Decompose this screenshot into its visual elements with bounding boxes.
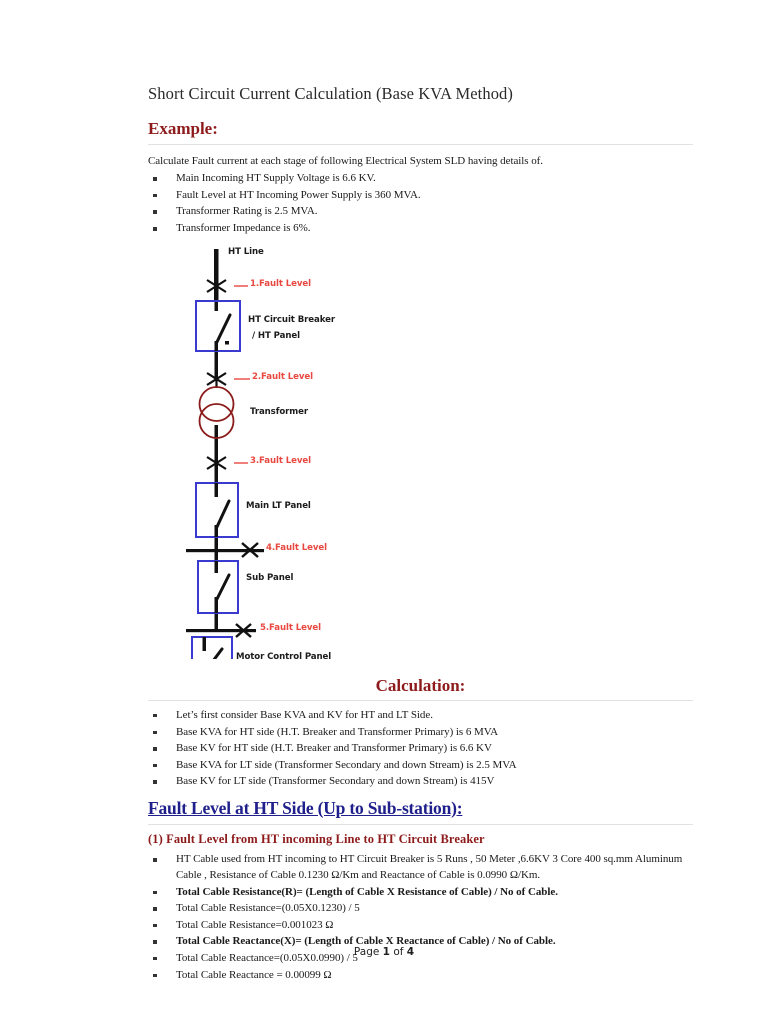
diagram-label-ht-circuit-breaker: HT Circuit Breaker [248,314,335,325]
example-intro-text: Calculate Fault current at each stage of following Electrical System SLD having details of. [148,155,543,168]
list-item: Main Incoming HT Supply Voltage is 6.6 KV. [148,171,693,187]
list-item: Total Cable Reactance(X)= (Length of Cable X Reactance of Cable) / No of Cable. [148,934,693,950]
list-item: Total Cable Resistance=0.001023 Ω [148,918,693,934]
footer-current-page: 1 [382,946,390,958]
diagram-label-ht-line: HT Line [228,246,264,257]
fault-level-label-5: 5.Fault Level [260,622,321,633]
list-item: Base KV for LT side (Transformer Secondary and down Stream) is 415V [148,774,693,790]
page-title: Short Circuit Current Calculation (Base KVA Method) [148,84,513,103]
example-heading: Example: [148,118,218,138]
fault-level-label-4: 4.Fault Level [266,542,327,553]
list-item: Total Cable Resistance(R)= (Length of Cable X Resistance of Cable) / No of Cable. [148,885,693,901]
ht-side-bullet-list [148,852,693,983]
diagram-label-ht-panel: / HT Panel [252,330,300,341]
motor-control-switch-symbol [204,649,222,659]
page-content [148,84,693,984]
list-item: Total Cable Resistance=(0.05X0.1230) / 5 [148,901,693,917]
conductor-segment [215,301,219,311]
panel-riser [215,525,219,537]
fault-level-label-3: 3.Fault Level [250,455,311,466]
list-item: Transformer Rating is 2.5 MVA. [148,204,693,220]
footer-prefix: Page [353,946,383,958]
panel-riser [203,637,207,651]
divider-under-example [148,144,693,145]
diagram-label-main-lt-panel: Main LT Panel [246,500,311,511]
list-item: Base KV for HT side (H.T. Breaker and Transformer Primary) is 6.6 KV [148,741,693,757]
conductor-segment [215,613,219,631]
main-lt-panel-switch-symbol [216,501,229,529]
divider-under-calculation [148,700,693,701]
diagram-label-motor-control-panel: Motor Control Panel [236,651,332,662]
conductor-segment [215,551,219,561]
list-item: Total Cable Reactance=(0.05X0.0990) / 5 [148,951,693,967]
list-item: Total Cable Reactance = 0.00099 Ω [148,968,693,984]
fault-marker-2-icon [207,370,226,388]
electrical-single-line-diagram [178,246,508,662]
list-item: Transformer Impedance is 6%. [148,221,693,237]
motor-control-panel-box [192,637,232,659]
ht-subsection-heading: (1) Fault Level from HT incoming Line to HT Circuit Breaker [148,831,485,846]
page-footer [0,946,768,958]
panel-riser [215,483,219,497]
fault-marker-3-icon [207,454,226,472]
fault-marker-1-icon [207,277,226,295]
list-item: HT Cable used from HT incoming to HT Circuit Breaker is 5 Runs , 50 Meter ,6.6KV 3 Core 400 sq.mm Aluminum Cable , Resistance of Cable 0.1230 Ω/Km and Reactance of Cable is 0.0990 Ω/Km. [148,852,693,883]
footer-middle: of [389,946,407,958]
fault-level-label-2: 2.Fault Level [252,371,313,382]
panel-riser [215,597,219,613]
footer-total-pages: 4 [406,946,415,958]
list-item: Let’s first consider Base KVA and KV for HT and LT Side. [148,708,693,724]
diagram-label-transformer: Transformer [250,406,308,417]
sld-drawing [178,246,508,659]
example-bullet-list [148,171,693,236]
divider-under-ht-side [148,824,693,825]
calculation-heading: Calculation: [375,675,466,695]
list-item: Base KVA for LT side (Transformer Secondary and down Stream) is 2.5 MVA [148,758,693,774]
list-item: Base KVA for HT side (H.T. Breaker and Transformer Primary) is 6 MVA [148,725,693,741]
diagram-label-sub-panel: Sub Panel [246,572,294,583]
conductor-segment [215,537,219,551]
panel-riser [215,561,219,573]
ht-side-heading: Fault Level at HT Side (Up to Sub-station): [148,797,463,818]
calculation-bullet-list [148,708,693,790]
fault-level-label-1: 1.Fault Level [250,278,311,289]
list-item: Fault Level at HT Incoming Power Supply is 360 MVA. [148,188,693,204]
ht-breaker-contact [225,341,229,345]
ht-breaker-switch-symbol [216,315,230,344]
ht-breaker-lower-stub [215,341,219,351]
